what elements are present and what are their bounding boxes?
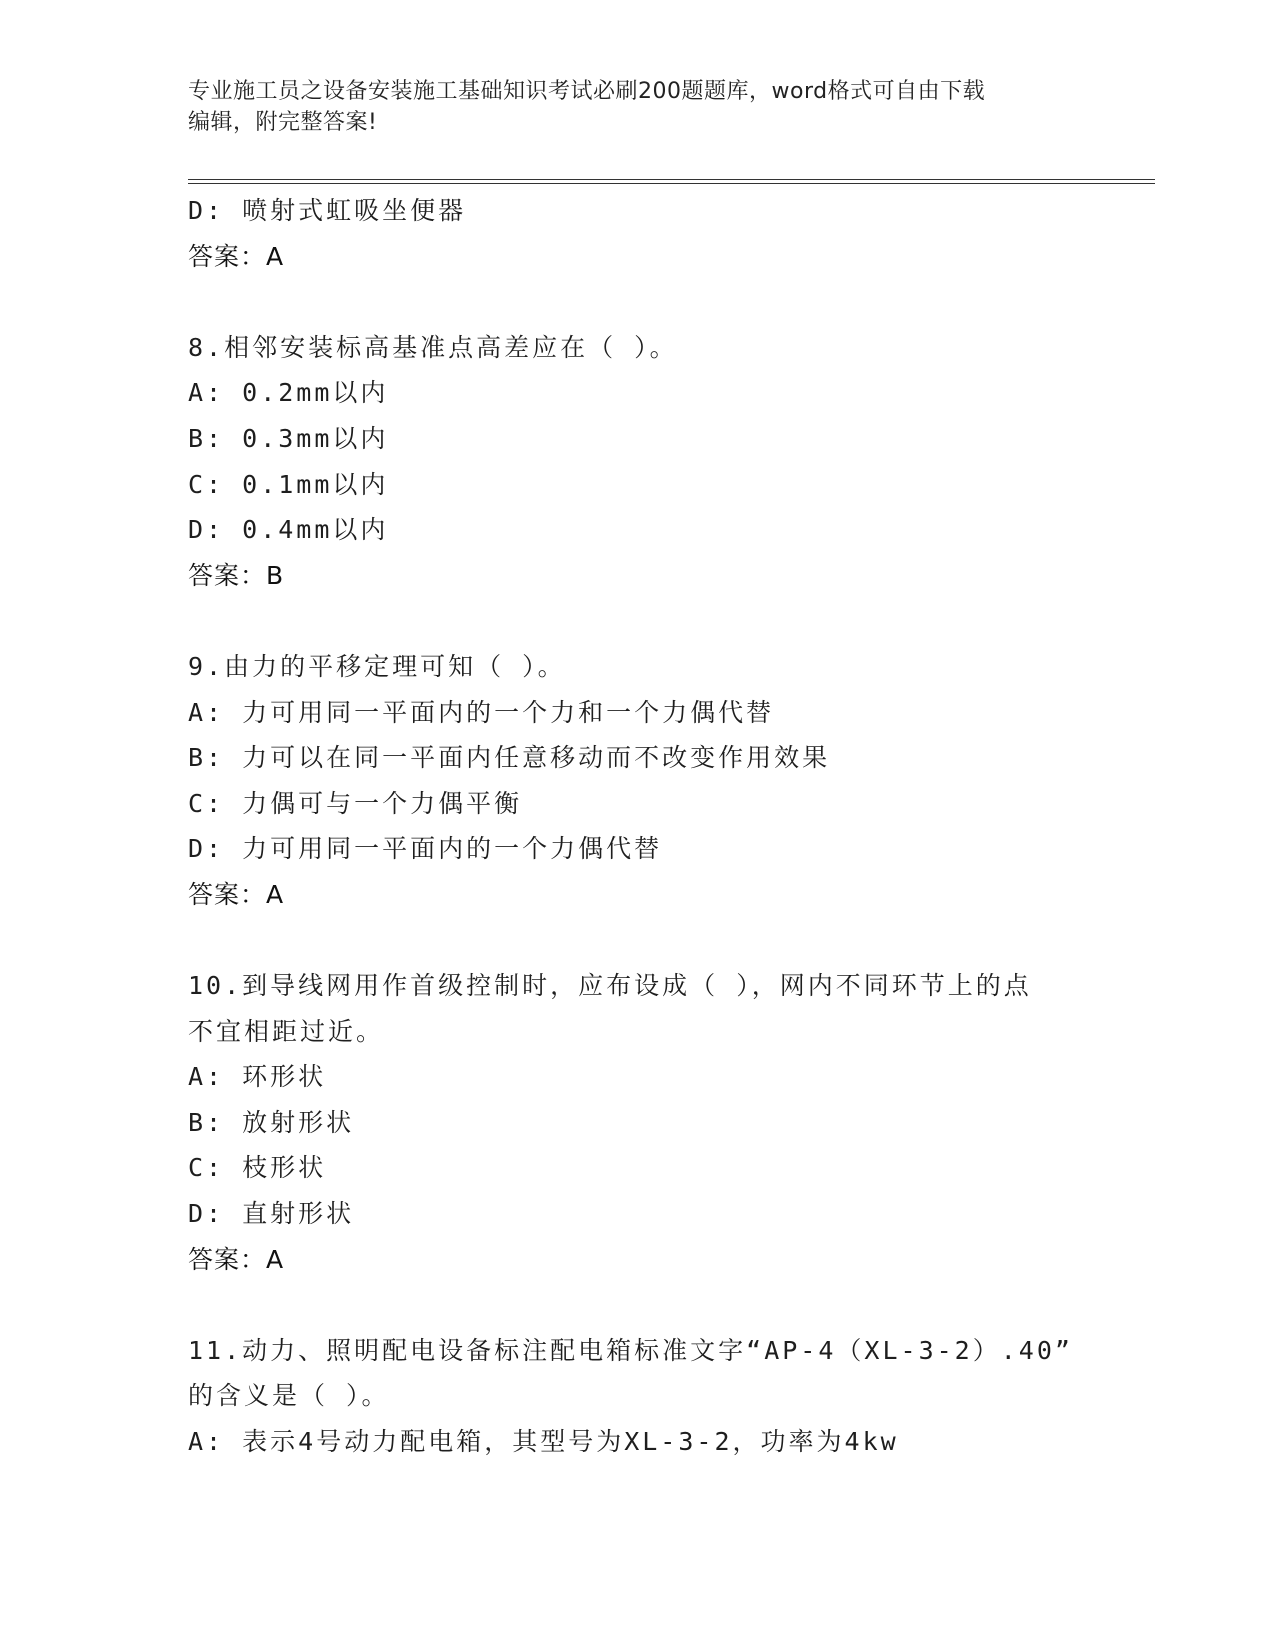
spacer [188,279,1068,325]
q8-question: 8.相邻安装标高基准点高差应在（ ）。 [188,332,678,362]
q11-question-line-2: 的含义是（ ）。 [188,1381,390,1411]
prev-option-d: D: 喷射式虹吸坐便器 [188,196,467,225]
q9-option-d: D: 力可用同一平面内的一个力偶代替 [188,834,663,864]
q8-option-c: C: 0.1mm以内 [188,469,389,499]
spacer [188,1282,1068,1328]
q11-option-a: A: 表示4号动力配电箱，其型号为XL-3-2，功率为4kw [188,1427,899,1457]
q10-option-b: B: 放射形状 [188,1107,355,1137]
document-header [188,76,1068,138]
question-list [188,188,1073,1465]
q10-option-a: A: 环形状 [188,1062,327,1092]
q10-question-line-2: 不宜相距过近。 [188,1016,385,1046]
q11-question-line-1: 11.动力、照明配电设备标注配电箱标准文字“AP-4（XL-3-2）.40” [188,1335,1073,1365]
q8-option-b: B: 0.3mm以内 [188,423,389,453]
q10-option-c: C: 枝形状 [188,1153,327,1183]
q10-question-line-1: 10.到导线网用作首级控制时，应布设成（ ），网内不同环节上的点 [188,971,1032,1001]
q8-answer: 答案：B [188,560,285,590]
q9-option-c: C: 力偶可与一个力偶平衡 [188,788,523,818]
spacer [188,918,1068,964]
prev-answer: 答案：A [188,241,285,271]
q9-option-a: A: 力可用同一平面内的一个力和一个力偶代替 [188,697,775,727]
header-divider-top [188,179,1155,180]
header-divider-bottom [188,183,1155,184]
header-title-line-1: 专业施工员之设备安装施工基础知识考试必刷200题题库，word格式可自由下载 [188,79,986,104]
header-title-line-2: 编辑，附完整答案! [188,110,378,135]
q9-question: 9.由力的平移定理可知（ ）。 [188,651,566,681]
q10-answer: 答案：A [188,1244,285,1274]
q8-option-a: A: 0.2mm以内 [188,378,389,408]
q9-answer: 答案：A [188,879,285,909]
q9-option-b: B: 力可以在同一平面内任意移动而不改变作用效果 [188,743,831,773]
spacer [188,598,1068,644]
q8-option-d: D: 0.4mm以内 [188,515,389,545]
q10-option-d: D: 直射形状 [188,1199,355,1229]
